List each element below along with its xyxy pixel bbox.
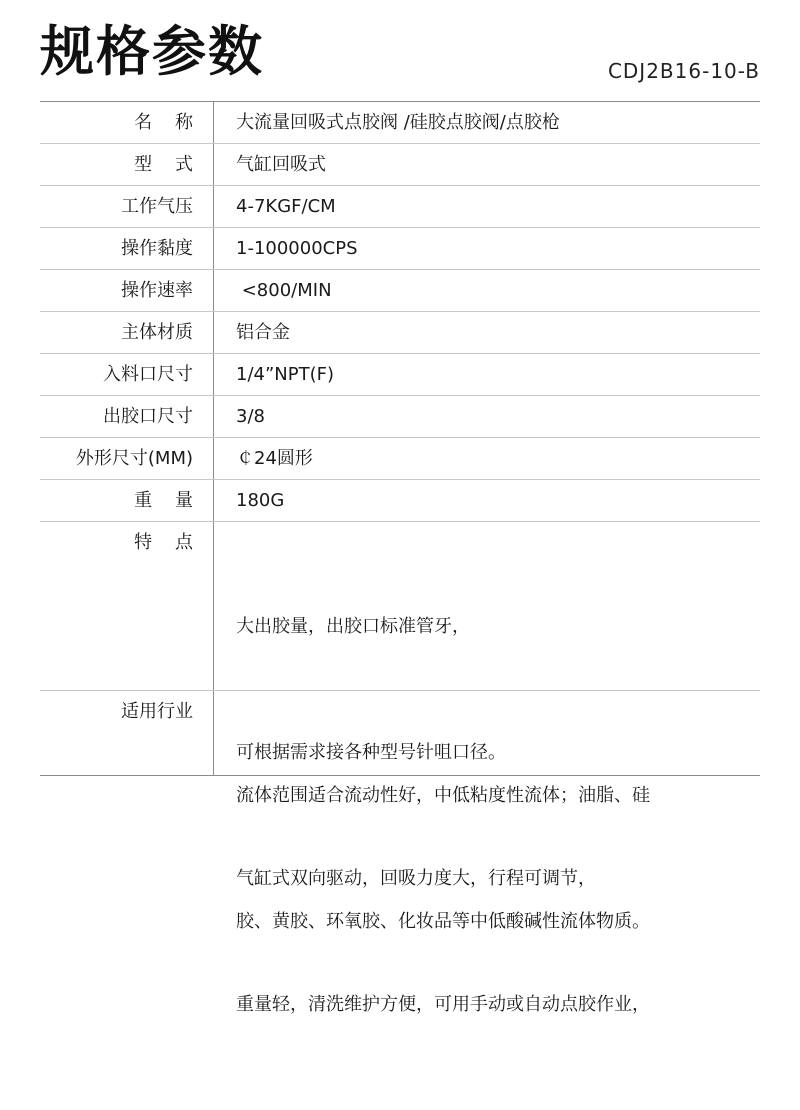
spec-table (40, 101, 760, 1015)
feature-line: 可根据需求接各种型号针咀口径。 (236, 742, 506, 763)
spec-label-material: 主体材质 (40, 312, 214, 353)
spec-label-weight: 重 量 (40, 480, 214, 521)
spec-value-material: 铝合金 (236, 322, 290, 343)
spec-label-name: 名 称 (40, 102, 214, 143)
spec-value-type: 气缸回吸式 (236, 154, 326, 175)
spec-label-features: 特 点 (40, 522, 214, 690)
spec-row-pressure (40, 186, 760, 228)
spec-row-outlet (40, 396, 760, 438)
spec-value-outlet: 3/8 (236, 406, 265, 427)
spec-row-weight (40, 480, 760, 522)
spec-label-outlet: 出胶口尺寸 (40, 396, 214, 437)
spec-row-type (40, 144, 760, 186)
spec-value-name: 大流量回吸式点胶阀 /硅胶点胶阀/点胶枪 (236, 112, 560, 133)
model-code: CDJ2B16-10-B (607, 59, 760, 83)
spec-value-viscosity: 1-100000CPS (236, 238, 358, 259)
spec-value-inlet: 1/4”NPT(F) (236, 364, 335, 385)
spec-row-viscosity (40, 228, 760, 270)
spec-label-dimensions: 外形尺寸(MM) (40, 438, 214, 479)
feature-line: 大出胶量，出胶口标准管牙， (236, 616, 470, 637)
spec-value-dimensions: ￠24圆形 (236, 448, 313, 469)
industry-line: 流体范围适合流动性好，中低粘度性流体；油脂、硅 (236, 785, 650, 806)
page-title: 规格参数 (40, 20, 264, 83)
spec-row-inlet (40, 354, 760, 396)
spec-value-pressure: 4-7KGF/CM (236, 196, 336, 217)
spec-label-pressure: 工作气压 (40, 186, 214, 227)
spec-label-type: 型 式 (40, 144, 214, 185)
spec-label-viscosity: 操作黏度 (40, 228, 214, 269)
spec-value-speed: <800/MIN (236, 280, 332, 301)
feature-line: 气缸式双向驱动，回吸力度大，行程可调节， (236, 868, 596, 889)
industry-line: 胶、黄胶、环氧胶、化妆品等中低酸碱性流体物质。 (236, 911, 650, 932)
spec-label-speed: 操作速率 (40, 270, 214, 311)
feature-line: 重量轻，清洗维护方便，可用手动或自动点胶作业， (236, 994, 650, 1015)
spec-value-weight: 180G (236, 490, 285, 511)
spec-label-inlet: 入料口尺寸 (40, 354, 214, 395)
spec-row-speed (40, 270, 760, 312)
spec-label-industry: 适用行业 (40, 691, 214, 775)
spec-row-dimensions (40, 438, 760, 480)
spec-row-name (40, 102, 760, 144)
spec-row-material (40, 312, 760, 354)
